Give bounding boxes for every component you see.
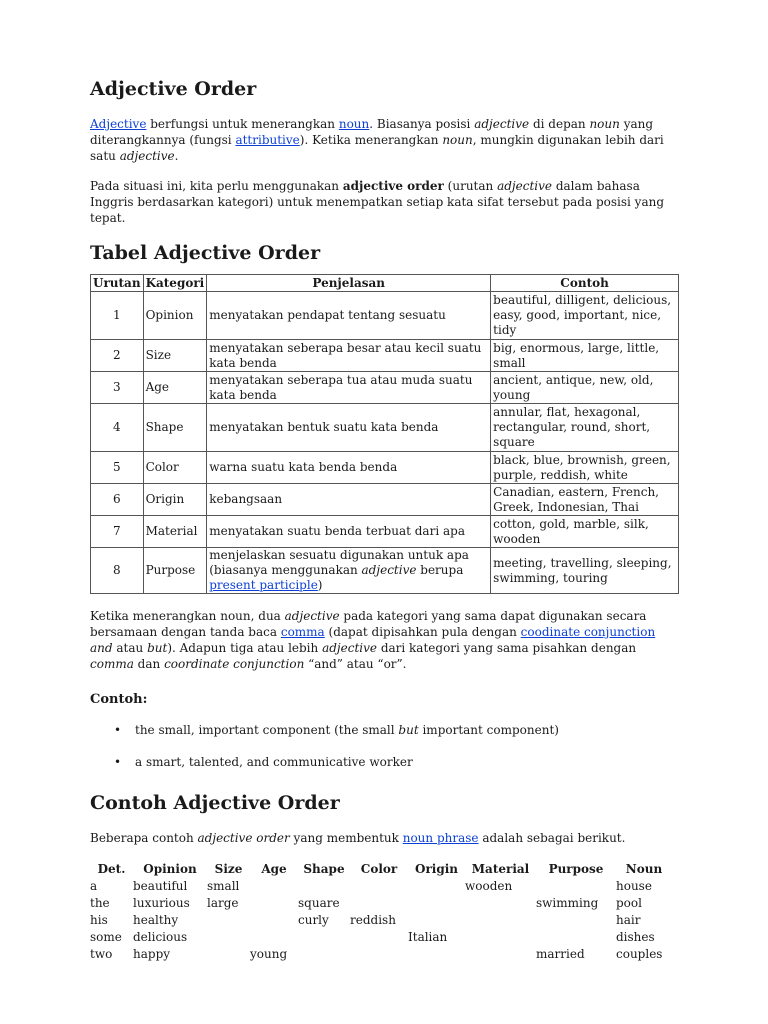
np-cell: square [298,896,340,910]
np-header-row [90,860,672,878]
np-cell [408,946,465,963]
np-cell: his [90,913,108,927]
np-cell: married [536,947,585,961]
np-cell: the [90,896,110,910]
row-number: 2 [91,340,144,372]
row-number: 8 [91,548,144,594]
np-header: Purpose [548,862,604,876]
contoh-heading: Contoh: [90,692,148,707]
example-list [90,722,680,770]
np-cell [408,912,465,929]
table-row [91,372,679,404]
np-cell [408,895,465,912]
np-header: Age [261,862,287,876]
table-row [91,484,679,516]
table-row [91,548,679,594]
row-category: Size [143,340,207,372]
np-header: Det. [97,862,126,876]
np-cell [250,912,298,929]
row-description: menyatakan suatu benda terbuat dari apa [207,516,491,548]
row-examples: ancient, antique, new, old, young [491,372,679,404]
row-examples: beautiful, dilligent, delicious, easy, good, important, nice, tidy [491,292,679,340]
np-header: Size [214,862,243,876]
np-cell [298,929,350,946]
row-description: menyatakan bentuk suatu kata benda [207,404,491,452]
row-examples: cotton, gold, marble, silk, wooden [491,516,679,548]
noun-phrase-link[interactable]: noun phrase [402,831,479,845]
np-cell: some [90,930,122,944]
intro-paragraph-1: Adjective berfungsi untuk menerangkan noun. Biasanya posisi adjective di depan noun yang diterangkannya (fungsi attributive). Ketika menerangkan noun, mungkin digunakan lebih dari satu adjective. [90,117,664,163]
page-title: Adjective Order [90,78,257,100]
np-cell: luxurious [133,896,190,910]
np-header: Noun [625,862,663,876]
list-item: • the small, important component (the small but important component) [114,723,559,737]
row-number: 6 [91,484,144,516]
np-cell [298,946,350,963]
np-cell: large [207,896,239,910]
row-category: Purpose [143,548,207,594]
header-kategori: Kategori [143,275,207,292]
row-category: Shape [143,404,207,452]
np-cell: hair [616,913,641,927]
np-cell [207,929,250,946]
header-contoh: Contoh [491,275,679,292]
table-row [91,516,679,548]
np-cell: delicious [133,930,188,944]
np-header: Color [360,862,398,876]
row-description: menyatakan seberapa besar atau kecil suatu kata benda [207,340,491,372]
table-row [90,878,672,895]
np-cell [408,878,465,895]
present-participle-link[interactable]: present participle [209,578,318,592]
row-examples: meeting, travelling, sleeping, swimming, touring [491,548,679,594]
np-cell [536,912,616,929]
adjective-link[interactable]: Adjective [90,117,147,131]
row-category: Origin [143,484,207,516]
table-row [91,340,679,372]
np-cell [465,946,536,963]
row-examples: big, enormous, large, little, small [491,340,679,372]
row-description: menyatakan pendapat tentang sesuatu [207,292,491,340]
np-cell [536,929,616,946]
np-cell: swimming [536,896,599,910]
attributive-link[interactable]: attributive [235,133,300,147]
row-number: 4 [91,404,144,452]
np-header: Opinion [143,862,197,876]
np-cell [465,929,536,946]
np-cell [350,929,408,946]
table-row [91,292,679,340]
row-category: Opinion [143,292,207,340]
row-description: menyatakan seberapa tua atau muda suatu kata benda [207,372,491,404]
np-cell: pool [616,896,642,910]
adjective-order-table [90,274,679,594]
np-cell [350,878,408,895]
np-cell [465,912,536,929]
table-row [90,929,672,946]
np-cell [207,946,250,963]
row-examples: black, blue, brownish, green, purple, reddish, white [491,452,679,484]
row-category: Color [143,452,207,484]
section-2-title: Contoh Adjective Order [90,792,340,814]
np-cell [250,878,298,895]
paragraph-4: Beberapa contoh adjective order yang membentuk noun phrase adalah sebagai berikut. [90,831,626,845]
np-cell [536,878,616,895]
row-description: menjelaskan sesuatu digunakan untuk apa (biasanya menggunakan adjective berupa present participle) [207,548,491,594]
bullet-icon: • [114,723,122,737]
np-cell [250,929,298,946]
np-cell [465,895,536,912]
comma-link[interactable]: comma [280,625,325,639]
list-item: • a smart, talented, and communicative worker [114,755,413,769]
row-description: kebangsaan [207,484,491,516]
np-cell: a [90,879,98,893]
np-cell: young [250,947,288,961]
table-row [91,452,679,484]
np-cell: healthy [133,913,179,927]
row-category: Material [143,516,207,548]
row-examples: Canadian, eastern, French, Greek, Indonesian, Thai [491,484,679,516]
np-cell: two [90,947,113,961]
np-header: Shape [303,862,345,876]
np-cell: small [207,879,240,893]
table-row [90,912,672,929]
np-cell [250,895,298,912]
table-header-row [91,275,679,292]
np-cell: house [616,879,652,893]
np-cell: curly [298,913,329,927]
np-cell: dishes [616,930,655,944]
np-cell: reddish [350,913,396,927]
intro-paragraph-2: Pada situasi ini, kita perlu menggunakan adjective order (urutan adjective dalam bahasa Inggris berdasarkan kategori) untuk menempatkan setiap kata sifat tersebut pada posisi yang tepat. [90,179,665,225]
np-header: Material [471,862,530,876]
table-row [90,895,672,912]
np-cell [350,895,408,912]
np-header: Origin [414,862,458,876]
np-cell [298,878,350,895]
np-cell: happy [133,947,171,961]
document-page [90,76,680,963]
noun-link[interactable]: noun [338,117,370,131]
np-cell: Italian [408,930,448,944]
row-category: Age [143,372,207,404]
np-cell: couples [616,947,663,961]
noun-phrase-table [90,860,672,963]
row-number: 1 [91,292,144,340]
header-penjelasan: Penjelasan [207,275,491,292]
row-examples: annular, flat, hexagonal, rectangular, round, short, square [491,404,679,452]
table-row [90,946,672,963]
row-number: 5 [91,452,144,484]
table-row [91,404,679,452]
np-cell: wooden [465,879,513,893]
table-section-title: Tabel Adjective Order [90,242,321,264]
bullet-icon: • [114,755,122,769]
paragraph-3: Ketika menerangkan noun, dua adjective pada kategori yang sama dapat digunakan secara bersamaan dengan tanda baca comma (dapat dipisahkan pula dengan coodinate conjunction and atau but). Adapun tiga atau lebih adjective dari kategori yang sama pisahkan dengan comma dan coordinate conjunction “and” atau “or”. [90,609,656,671]
np-cell: beautiful [133,879,188,893]
np-cell [350,946,408,963]
row-description: warna suatu kata benda benda [207,452,491,484]
row-number: 7 [91,516,144,548]
header-urutan: Urutan [91,275,144,292]
coordinate-conjunction-link[interactable]: coodinate conjunction [520,625,656,639]
np-cell [207,912,250,929]
row-number: 3 [91,372,144,404]
